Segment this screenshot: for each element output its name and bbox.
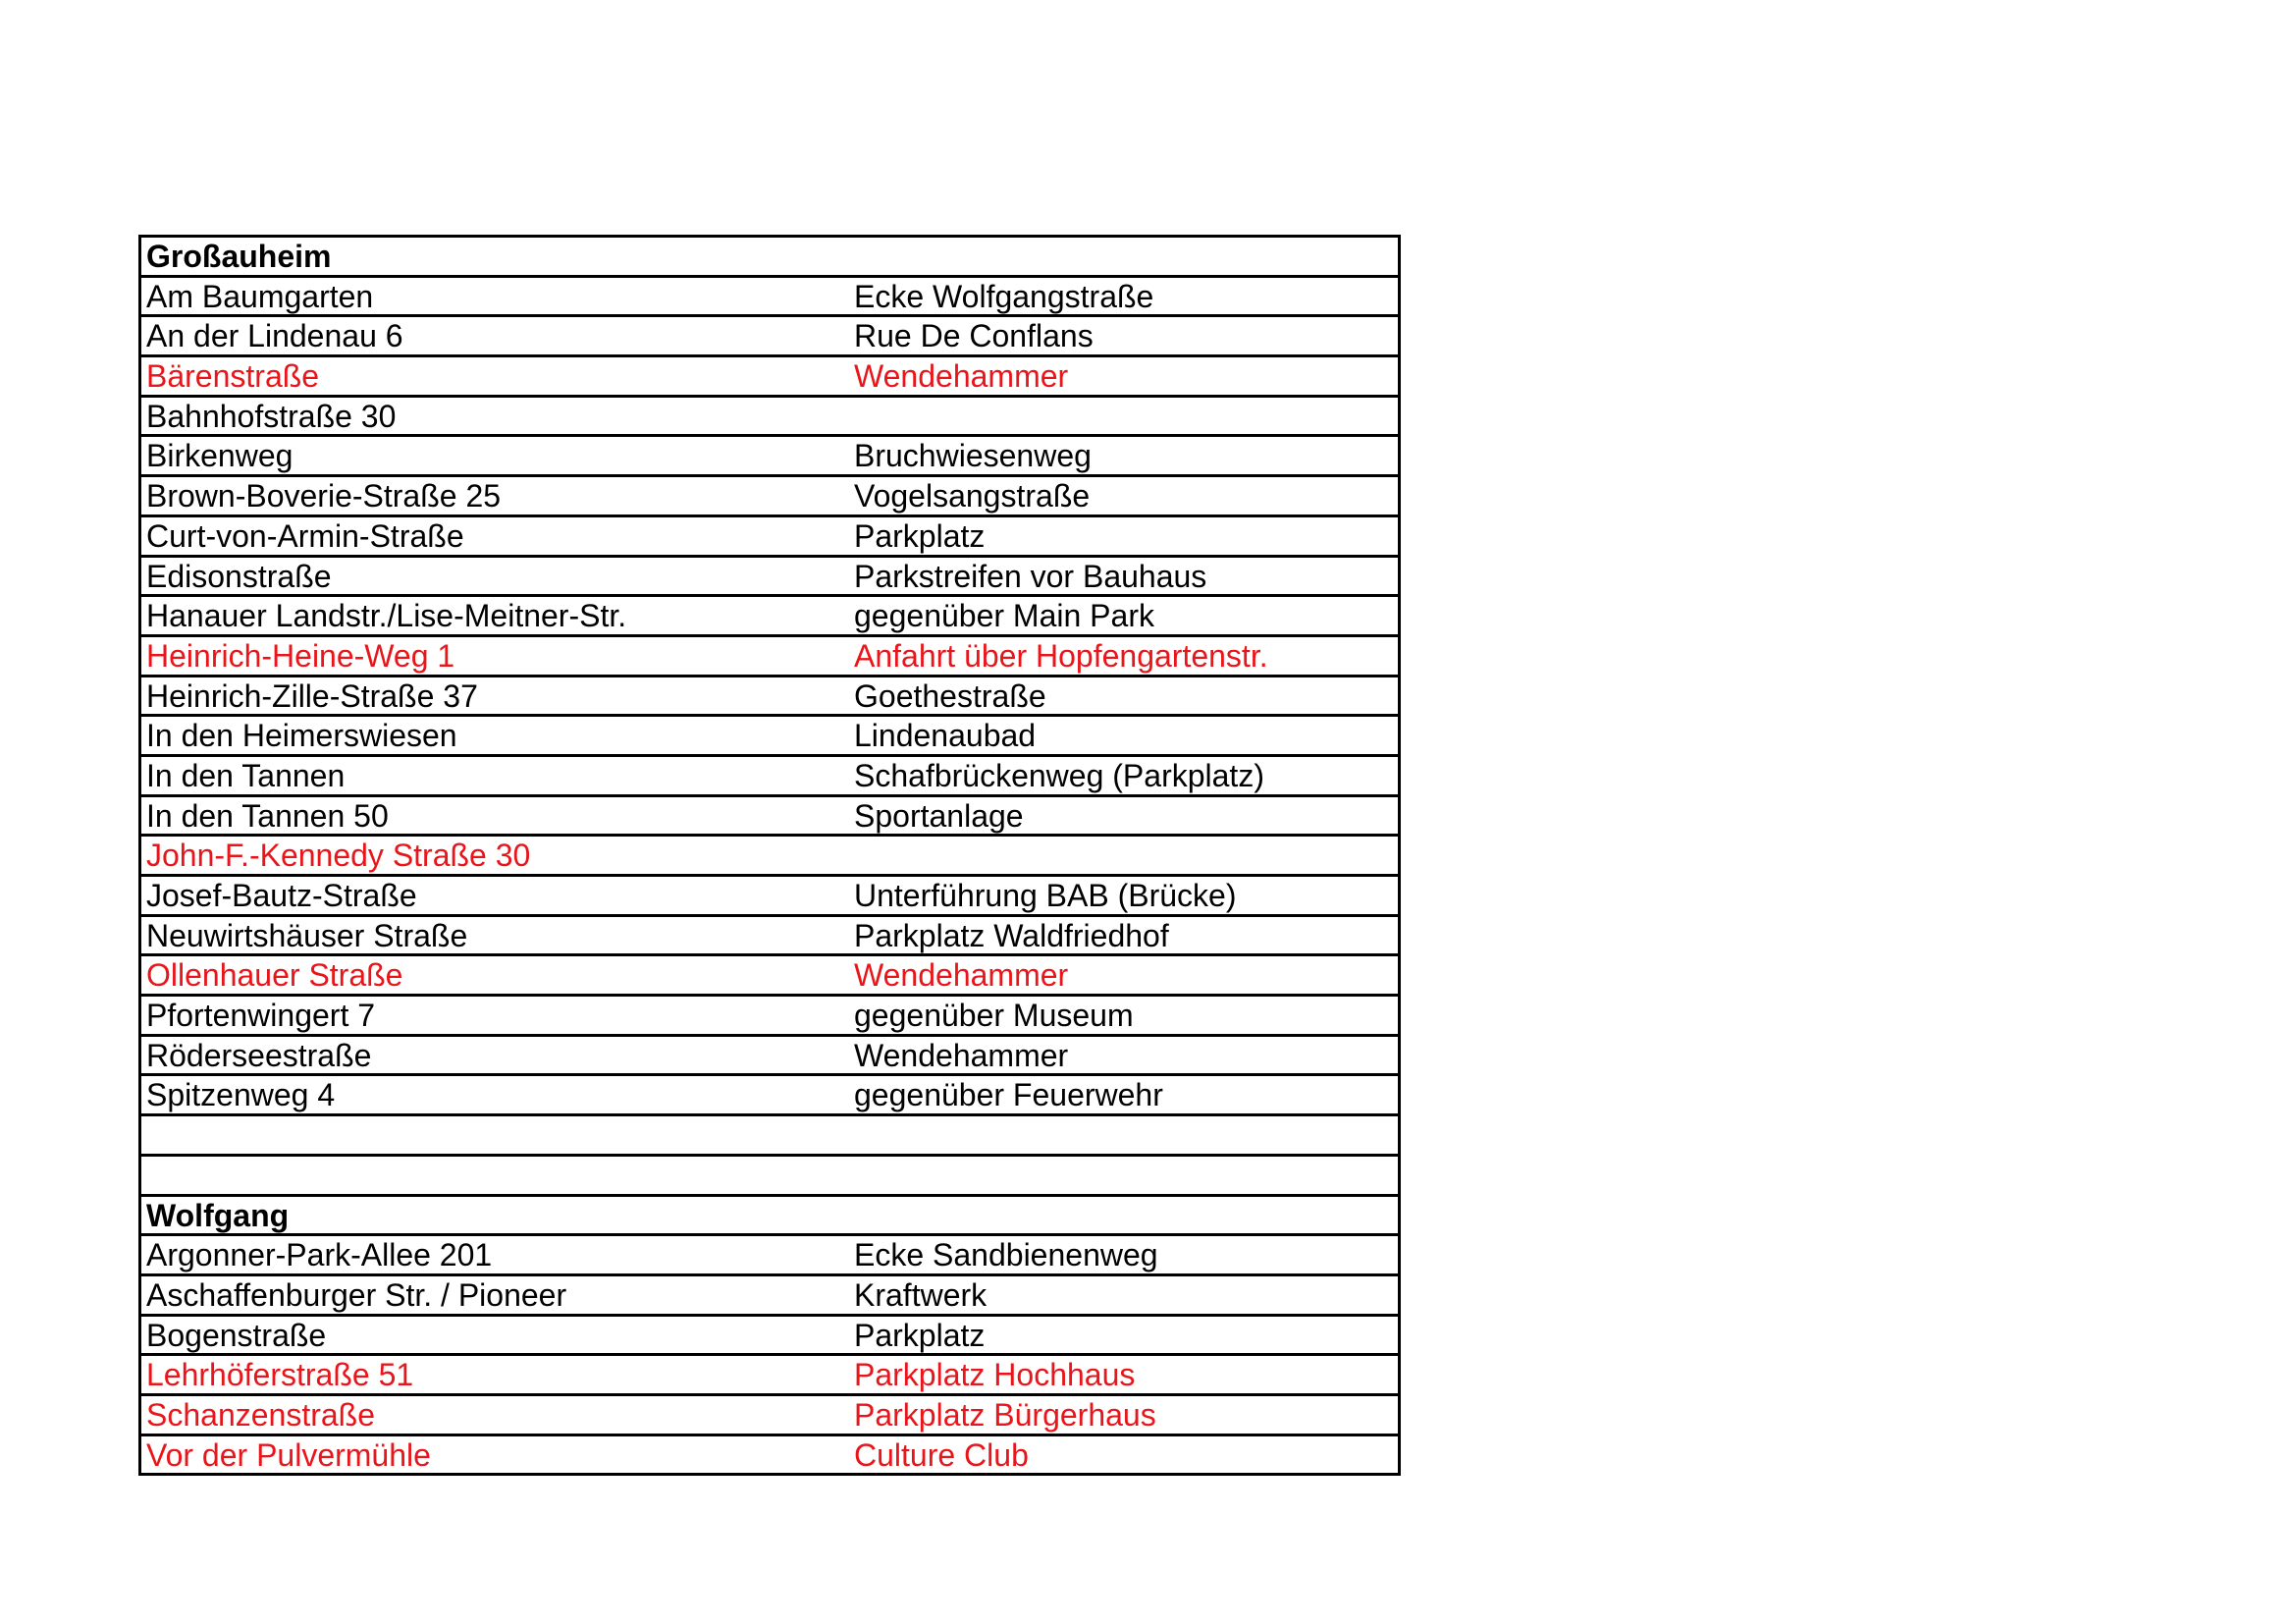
table-row [141, 797, 1398, 838]
street-cell: Argonner-Park-Allee 201 [146, 1237, 493, 1273]
street-cell: An der Lindenau 6 [146, 318, 403, 354]
location-cell: Lindenaubad [854, 718, 1037, 754]
street-cell: In den Tannen 50 [146, 797, 389, 834]
table-row [141, 1356, 1398, 1396]
location-cell: Wendehammer [854, 358, 1069, 395]
table-row [141, 837, 1398, 877]
location-cell: Kraftwerk [854, 1276, 988, 1313]
table-row [141, 677, 1398, 718]
street-cell: John-F.-Kennedy Straße 30 [146, 838, 531, 874]
street-cell: Bärenstraße [146, 358, 320, 395]
table-row [141, 917, 1398, 957]
street-cell: In den Heimerswiesen [146, 718, 457, 754]
location-cell: Unterführung BAB (Brücke) [854, 878, 1237, 913]
table-row [141, 437, 1398, 477]
location-cell: gegenüber Museum [854, 998, 1134, 1034]
location-cell: gegenüber Feuerwehr [854, 1077, 1163, 1113]
street-cell: Bogenstraße [146, 1317, 327, 1353]
table-row [141, 1076, 1398, 1116]
location-cell: Parkplatz [854, 517, 986, 554]
street-cell: Röderseestraße [146, 1037, 372, 1073]
table-row [141, 357, 1398, 398]
street-cell: In den Tannen [146, 757, 346, 793]
location-cell: Sportanlage [854, 797, 1024, 834]
table-row [141, 1436, 1398, 1477]
street-cell: Neuwirtshäuser Straße [146, 917, 468, 953]
section-title: Wolfgang [146, 1197, 290, 1233]
table-row [141, 1236, 1398, 1276]
location-cell: Anfahrt über Hopfengartenstr. [854, 637, 1268, 674]
table-row [141, 956, 1398, 997]
table-row [141, 477, 1398, 517]
street-cell: Pfortenwingert 7 [146, 998, 376, 1034]
location-cell: Parkplatz [854, 1317, 986, 1353]
location-cell: Wendehammer [854, 1037, 1069, 1073]
section-title: Großauheim [146, 239, 332, 274]
table-row [141, 278, 1398, 318]
section-header-row [141, 238, 1398, 278]
table-row [141, 997, 1398, 1037]
street-cell: Edisonstraße [146, 558, 332, 594]
location-cell: Vogelsangstraße [854, 478, 1091, 514]
street-cell: Lehrhöferstraße 51 [146, 1357, 414, 1393]
street-cell: Hanauer Landstr./Lise-Meitner-Str. [146, 598, 627, 634]
street-cell: Birkenweg [146, 438, 294, 474]
location-cell: Rue De Conflans [854, 318, 1094, 354]
location-cell: Parkplatz Waldfriedhof [854, 917, 1169, 953]
location-cell: Parkstreifen vor Bauhaus [854, 558, 1207, 594]
location-cell: Bruchwiesenweg [854, 438, 1092, 474]
location-cell: Parkplatz Hochhaus [854, 1357, 1136, 1393]
street-cell: Heinrich-Heine-Weg 1 [146, 637, 455, 674]
table-row [141, 317, 1398, 357]
section-header-row [141, 1197, 1398, 1237]
table-row [141, 717, 1398, 757]
street-cell: Curt-von-Armin-Straße [146, 517, 464, 554]
table-row [141, 637, 1398, 677]
street-cell: Heinrich-Zille-Straße 37 [146, 677, 478, 714]
street-cell: Josef-Bautz-Straße [146, 878, 417, 913]
street-cell: Aschaffenburger Str. / Pioneer [146, 1276, 567, 1313]
table-row [141, 1396, 1398, 1436]
location-cell: Ecke Sandbienenweg [854, 1237, 1158, 1273]
street-cell: Ollenhauer Straße [146, 957, 403, 994]
street-cell: Brown-Boverie-Straße 25 [146, 478, 502, 514]
table-row [141, 558, 1398, 598]
location-cell: Schafbrückenweg (Parkplatz) [854, 757, 1264, 793]
location-cell: gegenüber Main Park [854, 598, 1154, 634]
table-row [141, 1037, 1398, 1077]
table-row [141, 757, 1398, 797]
table-row [141, 597, 1398, 637]
location-cell: Culture Club [854, 1436, 1029, 1473]
street-cell: Bahnhofstraße 30 [146, 398, 397, 434]
street-cell: Vor der Pulvermühle [146, 1436, 431, 1473]
location-cell: Ecke Wolfgangstraße [854, 278, 1154, 314]
street-cell: Spitzenweg 4 [146, 1077, 336, 1113]
table-row [141, 1317, 1398, 1357]
street-cell: Am Baumgarten [146, 278, 374, 314]
location-cell: Goethestraße [854, 677, 1046, 714]
table-row [141, 1276, 1398, 1317]
location-table [138, 235, 1401, 1476]
table-row [141, 517, 1398, 558]
table-row [141, 877, 1398, 917]
street-cell: Schanzenstraße [146, 1396, 376, 1433]
blank-row [141, 1157, 1398, 1197]
location-cell: Parkplatz Bürgerhaus [854, 1396, 1156, 1433]
location-cell: Wendehammer [854, 957, 1069, 994]
blank-row [141, 1116, 1398, 1157]
table-row [141, 398, 1398, 438]
